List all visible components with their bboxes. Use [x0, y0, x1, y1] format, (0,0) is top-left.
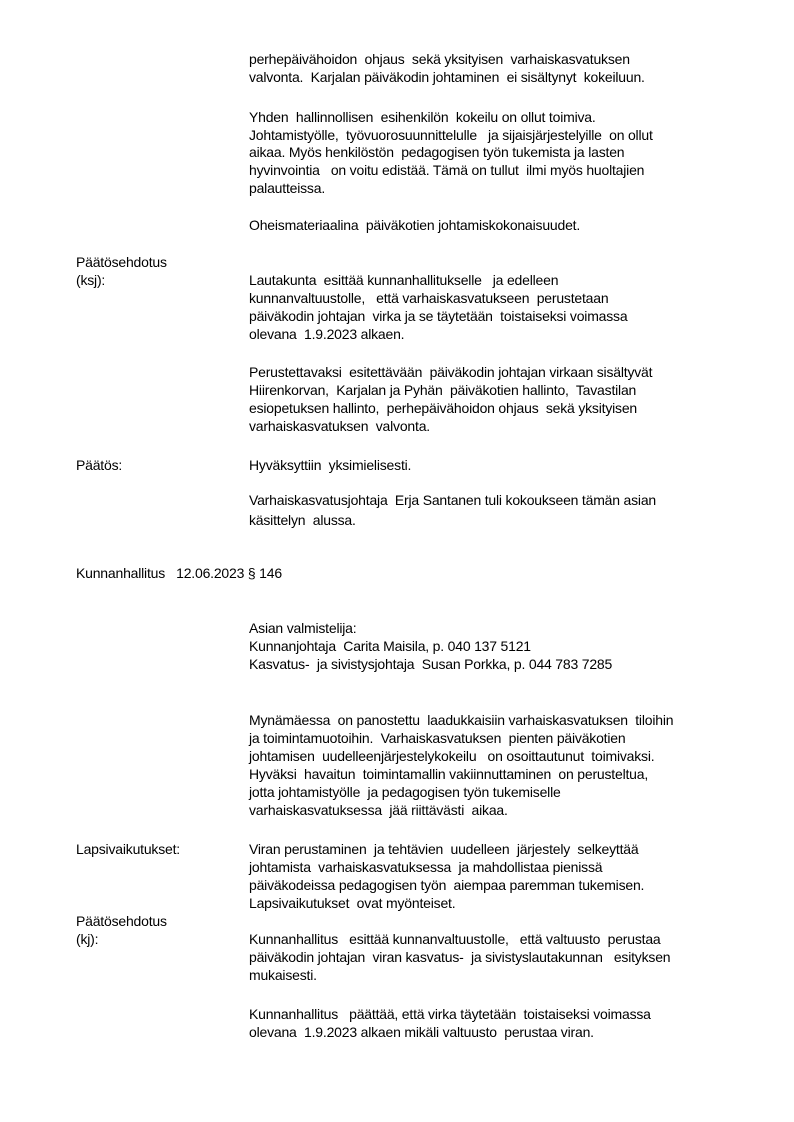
- text-line: Perustettavaksi esitettävään päiväkodin johtajan virkaan sisältyvät: [249, 364, 653, 380]
- board-meeting-heading: Kunnanhallitus 12.06.2023 § 146: [76, 565, 282, 581]
- text-line: johtamisen uudelleenjärjestelykokeilu on osoittautunut toimivaksi.: [249, 748, 655, 764]
- text-line: Hiirenkorvan, Karjalan ja Pyhän päiväkotien hallinto, Tavastilan: [249, 382, 637, 398]
- text-line: kunnanvaltuustolle, että varhaiskasvatukseen perustetaan: [249, 290, 609, 306]
- text-line: perhepäivähoidon ohjaus sekä yksityisen varhaiskasvatuksen: [249, 51, 630, 67]
- text-line: Kunnanjohtaja Carita Maisila, p. 040 137 5121: [249, 638, 531, 654]
- label-child-impact: Lapsivaikutukset:: [76, 841, 180, 857]
- text-line: Asian valmistelija:: [249, 620, 357, 636]
- text-line: Yhden hallinnollisen esihenkilön kokeilu on ollut toimiva.: [249, 109, 596, 125]
- text-line: valvonta. Karjalan päiväkodin johtaminen ei sisältynyt kokeiluun.: [249, 69, 645, 85]
- text-line: Viran perustaminen ja tehtävien uudelleen järjestely selkeyttää: [249, 841, 639, 857]
- text-line: Lapsivaikutukset ovat myönteiset.: [249, 895, 456, 911]
- text-line: olevana 1.9.2023 alkaen mikäli valtuusto perustaa viran.: [249, 1024, 594, 1040]
- text-line: Kunnanhallitus esittää kunnanvaltuustolle, että valtuusto perustaa: [249, 931, 661, 947]
- text-line: Hyväksi havaitun toimintamallin vakiinnuttaminen on perusteltua,: [249, 766, 649, 782]
- text-line: Kasvatus- ja sivistysjohtaja Susan Porkka, p. 044 783 7285: [249, 656, 613, 672]
- text-line: olevana 1.9.2023 alkaen.: [249, 326, 405, 342]
- text-line: Johtamistyölle, työvuorosuunnittelulle ja sijaisjärjestelyille on ollut: [249, 127, 653, 143]
- text-line: palautteissa.: [249, 180, 326, 196]
- text-line: Kunnanhallitus päättää, että virka täytetään toistaiseksi voimassa: [249, 1006, 651, 1022]
- text-line: varhaiskasvatuksen valvonta.: [249, 418, 430, 434]
- text-line: käsittelyn alussa.: [249, 512, 356, 528]
- text-line: johtamista varhaiskasvatuksessa ja mahdollistaa pienissä: [249, 859, 603, 875]
- text-line: Oheismateriaalina päiväkotien johtamiskokonaisuudet.: [249, 217, 581, 233]
- label-proposal-kj: Päätösehdotus: [76, 913, 167, 929]
- label-proposal-ksj: Päätösehdotus: [76, 254, 167, 270]
- label-proposal-kj-suffix: (kj):: [76, 931, 99, 947]
- text-line: Mynämäessa on panostettu laadukkaisiin varhaiskasvatuksen tiloihin: [249, 712, 674, 728]
- text-line: jotta johtamistyölle ja pedagogisen työn tukemiselle: [249, 784, 561, 800]
- text-line: Varhaiskasvatusjohtaja Erja Santanen tuli kokoukseen tämän asian: [249, 492, 656, 508]
- decision-text: Hyväksyttiin yksimielisesti.: [249, 457, 412, 473]
- text-line: hyvinvointia on voitu edistää. Tämä on tullut ilmi myös huoltajien: [249, 162, 645, 178]
- text-line: päiväkodin johtajan viran kasvatus- ja sivistyslautakunnan esityksen: [249, 949, 671, 965]
- text-line: ja toimintamuotoihin. Varhaiskasvatuksen pienten päiväkotien: [249, 730, 626, 746]
- label-decision: Päätös:: [76, 457, 123, 473]
- text-line: esiopetuksen hallinto, perhepäivähoidon ohjaus sekä yksityisen: [249, 400, 638, 416]
- text-line: aikaa. Myös henkilöstön pedagogisen työn tukemista ja lasten: [249, 144, 625, 160]
- text-line: Lautakunta esittää kunnanhallitukselle ja edelleen: [249, 272, 559, 288]
- text-line: päiväkodin johtajan virka ja se täytetään toistaiseksi voimassa: [249, 308, 628, 324]
- label-proposal-ksj-suffix: (ksj):: [76, 272, 106, 288]
- text-line: varhaiskasvatuksessa jää riittävästi aikaa.: [249, 802, 508, 818]
- text-line: mukaisesti.: [249, 967, 317, 983]
- text-line: päiväkodeissa pedagogisen työn aiempaa paremman tukemisen.: [249, 877, 645, 893]
